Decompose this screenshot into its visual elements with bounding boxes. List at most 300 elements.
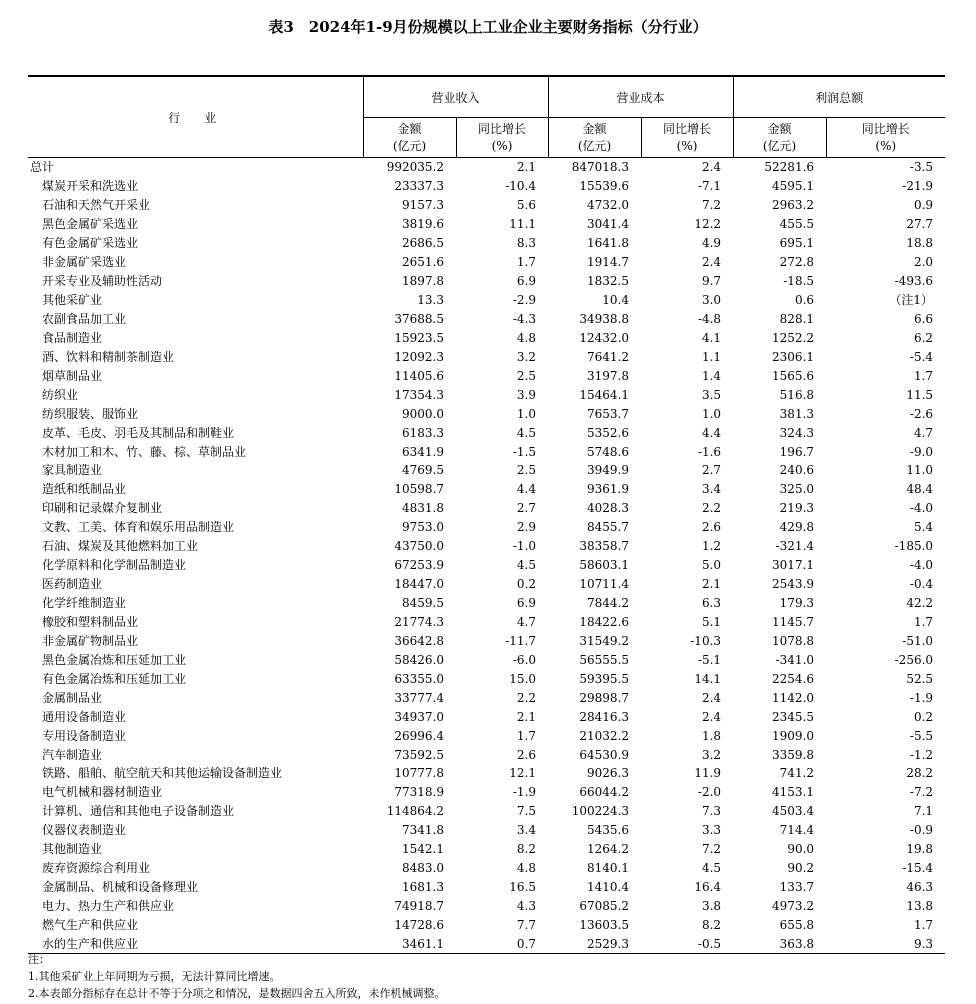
industry-name: 橡胶和塑料制品业 bbox=[42, 614, 139, 629]
revenue-amount-cell: 4769.5 bbox=[402, 463, 444, 478]
profit-amount-cell: 0.6 bbox=[794, 293, 815, 308]
industry-name: 废弃资源综合利用业 bbox=[42, 861, 151, 876]
revenue-amount-cell: 15923.5 bbox=[394, 330, 444, 345]
profit-growth-cell: 6.2 bbox=[913, 330, 934, 345]
cost-growth-cell: 14.1 bbox=[694, 671, 722, 686]
profit-amount-cell: 219.3 bbox=[779, 501, 815, 516]
cost-growth-cell: 2.2 bbox=[701, 501, 722, 516]
revenue-growth-cell: 2.7 bbox=[516, 501, 537, 516]
profit-amount-cell: 1142.0 bbox=[772, 690, 815, 705]
cost-amount-cell: 10711.4 bbox=[579, 577, 630, 592]
table-row bbox=[28, 783, 945, 802]
cost-amount-cell: 59395.5 bbox=[579, 671, 630, 686]
revenue-growth-cell: 2.5 bbox=[516, 368, 537, 383]
profit-growth-cell: 11.0 bbox=[906, 463, 934, 478]
industry-name: 其他制造业 bbox=[42, 842, 103, 857]
profit-amount-cell: 4595.1 bbox=[772, 179, 815, 194]
industry-name: 有色金属冶炼和压延加工业 bbox=[42, 671, 187, 686]
revenue-amount-cell: 4831.8 bbox=[402, 501, 444, 516]
revenue-growth-cell: 0.7 bbox=[456, 934, 548, 953]
industry-name: 食品制造业 bbox=[42, 330, 103, 345]
table-title: 表3 2024年1-9月份规模以上工业企业主要财务指标（分行业） bbox=[268, 18, 708, 36]
cost-amount-cell: 31549.2 bbox=[579, 633, 630, 648]
revenue-amount-cell: 6183.3 bbox=[402, 425, 444, 440]
revenue-amount-cell: 73592.5 bbox=[394, 747, 444, 762]
cost-growth-cell: -0.5 bbox=[641, 934, 733, 953]
profit-growth-cell: 6.6 bbox=[913, 311, 934, 326]
cost-amount-cell: 9361.9 bbox=[587, 482, 630, 497]
profit-growth-cell: 13.8 bbox=[906, 899, 934, 914]
cost-growth-cell: 1.4 bbox=[701, 368, 722, 383]
industry-name: 文教、工美、体育和娱乐用品制造业 bbox=[42, 520, 235, 535]
revenue-amount-cell: 34937.0 bbox=[394, 709, 444, 724]
profit-amount-cell: 363.8 bbox=[733, 934, 826, 953]
profit-growth-cell: 46.3 bbox=[906, 880, 934, 895]
industry-name: 石油和天然气开采业 bbox=[42, 198, 151, 213]
revenue-growth-cell: -1.5 bbox=[512, 444, 537, 459]
profit-amount-header: 金额 (亿元) bbox=[733, 118, 826, 158]
industry-name: 金属制品业 bbox=[42, 690, 103, 705]
revenue-amount-cell: 7341.8 bbox=[402, 823, 444, 838]
table-row bbox=[28, 821, 945, 840]
table-row bbox=[28, 480, 945, 499]
revenue-growth-cell: -1.9 bbox=[512, 785, 537, 800]
revenue-growth-cell: 7.7 bbox=[516, 917, 537, 932]
revenue-amount-cell: 11405.6 bbox=[394, 368, 444, 383]
table-row bbox=[28, 745, 945, 764]
profit-growth-cell: 18.8 bbox=[906, 236, 934, 251]
revenue-growth-cell: -11.7 bbox=[505, 633, 537, 648]
revenue-growth-cell: 3.2 bbox=[516, 349, 537, 364]
profit-growth-cell: 4.7 bbox=[913, 425, 934, 440]
cost-amount-cell: 5435.6 bbox=[587, 823, 630, 838]
revenue-amount-cell: 37688.5 bbox=[394, 311, 444, 326]
profit-growth-cell: -5.4 bbox=[909, 349, 934, 364]
revenue-growth-cell: 16.5 bbox=[509, 880, 537, 895]
industry-name: 石油、煤炭及其他燃料加工业 bbox=[42, 539, 199, 554]
cost-growth-cell: 3.3 bbox=[701, 823, 722, 838]
profit-amount-cell: 133.7 bbox=[779, 880, 815, 895]
table-row bbox=[28, 253, 945, 272]
table-row bbox=[28, 404, 945, 423]
table-row bbox=[28, 575, 945, 594]
cost-growth-cell: 8.2 bbox=[701, 917, 722, 932]
table-row bbox=[28, 613, 945, 632]
revenue-growth-cell: 6.9 bbox=[516, 596, 537, 611]
profit-growth-cell: -1.2 bbox=[909, 747, 934, 762]
table-row bbox=[28, 177, 945, 196]
profit-amount-cell: 90.2 bbox=[787, 861, 815, 876]
revenue-growth-header: 同比增长 (%) bbox=[456, 118, 548, 158]
profit-amount-cell: 429.8 bbox=[779, 520, 815, 535]
cost-amount-cell: 5352.6 bbox=[587, 425, 630, 440]
profit-growth-cell: -51.0 bbox=[902, 633, 934, 648]
profit-growth-cell: -2.6 bbox=[909, 406, 934, 421]
revenue-growth-cell: 1.0 bbox=[516, 406, 537, 421]
cost-amount-cell: 15464.1 bbox=[579, 387, 630, 402]
cost-growth-cell: 6.3 bbox=[701, 596, 722, 611]
profit-growth-cell: 52.5 bbox=[906, 671, 934, 686]
industry-name: 其他采矿业 bbox=[42, 293, 103, 308]
cost-amount-cell: 1410.4 bbox=[587, 880, 630, 895]
revenue-growth-cell: 2.2 bbox=[516, 690, 537, 705]
profit-amount-cell: -18.5 bbox=[783, 274, 815, 289]
profit-amount-cell: 1078.8 bbox=[772, 633, 815, 648]
profit-header: 利润总额 bbox=[733, 76, 945, 118]
cost-amount-cell: 21032.2 bbox=[579, 728, 630, 743]
cost-amount-cell: 4732.0 bbox=[587, 198, 630, 213]
notes-label: 注： bbox=[28, 953, 50, 966]
revenue-amount-cell: 13.3 bbox=[417, 293, 444, 308]
revenue-growth-cell: -1.0 bbox=[512, 539, 537, 554]
industry-name: 纺织服装、服饰业 bbox=[42, 406, 139, 421]
profit-growth-cell: 28.2 bbox=[906, 766, 934, 781]
revenue-growth-cell: 8.3 bbox=[516, 236, 537, 251]
revenue-amount-cell: 6341.9 bbox=[402, 444, 444, 459]
cost-amount-cell: 56555.5 bbox=[579, 652, 630, 667]
revenue-growth-cell: 11.1 bbox=[509, 217, 537, 232]
profit-amount-cell: 4153.1 bbox=[772, 785, 815, 800]
revenue-amount-cell: 12092.3 bbox=[394, 349, 444, 364]
industry-name: 化学原料和化学制品制造业 bbox=[42, 558, 187, 573]
profit-amount-cell: 4503.4 bbox=[772, 804, 815, 819]
cost-growth-cell: 5.0 bbox=[701, 558, 722, 573]
cost-amount-cell: 1641.8 bbox=[587, 236, 630, 251]
revenue-growth-cell: 3.9 bbox=[516, 387, 537, 402]
revenue-amount-cell: 33777.4 bbox=[394, 690, 444, 705]
revenue-amount-cell: 9157.3 bbox=[402, 198, 444, 213]
cost-amount-cell: 28416.3 bbox=[579, 709, 630, 724]
profit-growth-cell: 5.4 bbox=[913, 520, 934, 535]
profit-amount-cell: 196.7 bbox=[779, 444, 815, 459]
cost-growth-cell: 2.4 bbox=[701, 255, 722, 270]
profit-amount-cell: 1252.2 bbox=[772, 330, 815, 345]
cost-growth-cell: 3.8 bbox=[701, 899, 722, 914]
cost-growth-cell: 9.7 bbox=[701, 274, 722, 289]
revenue-amount-cell: 8483.0 bbox=[402, 861, 444, 876]
table-row bbox=[28, 442, 945, 461]
revenue-growth-cell: 4.8 bbox=[516, 330, 537, 345]
cost-amount-cell: 10.4 bbox=[602, 293, 630, 308]
table-row bbox=[28, 328, 945, 347]
revenue-amount-cell: 9000.0 bbox=[402, 406, 444, 421]
revenue-amount-cell: 21774.3 bbox=[394, 614, 444, 629]
revenue-amount-cell: 18447.0 bbox=[394, 577, 444, 592]
profit-growth-cell: -7.2 bbox=[909, 785, 934, 800]
cost-amount-cell: 8455.7 bbox=[587, 520, 630, 535]
industry-name: 仪器仪表制造业 bbox=[42, 823, 127, 838]
industry-name: 印刷和记录媒介复制业 bbox=[42, 501, 163, 516]
industry-name: 汽车制造业 bbox=[42, 747, 103, 762]
profit-growth-cell: （注1） bbox=[889, 293, 934, 308]
profit-amount-cell: 3359.8 bbox=[772, 747, 815, 762]
cost-growth-cell: -4.8 bbox=[697, 311, 722, 326]
cost-amount-cell: 4028.3 bbox=[587, 501, 630, 516]
profit-amount-cell: 240.6 bbox=[779, 463, 815, 478]
industry-name: 计算机、通信和其他电子设备制造业 bbox=[42, 804, 235, 819]
revenue-amount-cell: 1681.3 bbox=[402, 880, 444, 895]
cost-amount-cell: 847018.3 bbox=[571, 160, 630, 175]
cost-amount-cell: 58603.1 bbox=[579, 558, 630, 573]
table-row bbox=[28, 916, 945, 935]
table-row bbox=[28, 385, 945, 404]
industry-name: 家具制造业 bbox=[42, 463, 103, 478]
revenue-growth-cell: 1.7 bbox=[516, 255, 537, 270]
revenue-amount-cell: 10598.7 bbox=[394, 482, 444, 497]
table-row bbox=[28, 631, 945, 650]
profit-growth-cell: 48.4 bbox=[906, 482, 934, 497]
industry-name: 纺织业 bbox=[42, 387, 79, 402]
cost-amount-cell: 15539.6 bbox=[579, 179, 630, 194]
profit-growth-cell: -256.0 bbox=[894, 652, 934, 667]
cost-growth-cell: 12.2 bbox=[694, 217, 722, 232]
profit-growth-cell: 19.8 bbox=[906, 842, 934, 857]
table-row bbox=[28, 196, 945, 215]
profit-growth-cell: -3.5 bbox=[909, 160, 934, 175]
profit-amount-cell: -341.0 bbox=[775, 652, 815, 667]
cost-growth-cell: -7.1 bbox=[697, 179, 722, 194]
cost-growth-cell: 7.2 bbox=[701, 198, 722, 213]
profit-amount-cell: -321.4 bbox=[775, 539, 815, 554]
profit-amount-cell: 655.8 bbox=[779, 917, 815, 932]
cost-amount-cell: 3197.8 bbox=[587, 368, 630, 383]
cost-amount-cell: 1914.7 bbox=[587, 255, 630, 270]
cost-growth-cell: -5.1 bbox=[697, 652, 722, 667]
profit-growth-cell: 2.0 bbox=[913, 255, 934, 270]
cost-growth-cell: 4.5 bbox=[701, 861, 722, 876]
profit-amount-cell: 2963.2 bbox=[772, 198, 815, 213]
cost-growth-cell: 11.9 bbox=[694, 766, 722, 781]
revenue-growth-cell: 2.5 bbox=[516, 463, 537, 478]
revenue-amount-cell: 67253.9 bbox=[394, 558, 444, 573]
profit-growth-header: 同比增长 (%) bbox=[826, 118, 945, 158]
cost-amount-cell: 66044.2 bbox=[579, 785, 630, 800]
cost-growth-cell: -10.3 bbox=[690, 633, 722, 648]
cost-growth-header: 同比增长 (%) bbox=[641, 118, 733, 158]
revenue-amount-header: 金额 (亿元) bbox=[363, 118, 456, 158]
table-row bbox=[28, 272, 945, 291]
cost-growth-cell: 1.8 bbox=[701, 728, 722, 743]
table-row bbox=[28, 158, 945, 177]
revenue-amount-cell: 74918.7 bbox=[394, 899, 444, 914]
revenue-growth-cell: 1.7 bbox=[516, 728, 537, 743]
cost-amount-cell: 3949.9 bbox=[587, 463, 630, 478]
profit-amount-cell: 1565.6 bbox=[772, 368, 815, 383]
revenue-growth-cell: 2.9 bbox=[516, 520, 537, 535]
profit-amount-cell: 2345.5 bbox=[772, 709, 815, 724]
profit-amount-cell: 325.0 bbox=[779, 482, 815, 497]
cost-amount-cell: 13603.5 bbox=[579, 917, 630, 932]
revenue-growth-cell: 2.6 bbox=[516, 747, 537, 762]
table-row bbox=[28, 556, 945, 575]
cost-amount-cell: 7653.7 bbox=[587, 406, 630, 421]
industry-name: 农副食品加工业 bbox=[42, 311, 127, 326]
profit-amount-cell: 714.4 bbox=[779, 823, 815, 838]
table-row bbox=[28, 726, 945, 745]
industry-name: 水的生产和供应业 bbox=[28, 934, 363, 953]
revenue-amount-cell: 23337.3 bbox=[394, 179, 444, 194]
profit-amount-cell: 1909.0 bbox=[772, 728, 815, 743]
industry-name: 木材加工和木、竹、藤、棕、草制品业 bbox=[42, 444, 247, 459]
revenue-amount-cell: 17354.3 bbox=[394, 387, 444, 402]
cost-growth-cell: 2.7 bbox=[701, 463, 722, 478]
cost-growth-cell: 5.1 bbox=[701, 614, 722, 629]
revenue-growth-cell: 4.8 bbox=[516, 861, 537, 876]
cost-amount-cell: 1264.2 bbox=[587, 842, 630, 857]
note-1: 1.其他采矿业上年同期为亏损，无法计算同比增速。 bbox=[28, 970, 281, 983]
table-row bbox=[28, 594, 945, 613]
table-row bbox=[28, 215, 945, 234]
cost-amount-cell: 7641.2 bbox=[587, 349, 630, 364]
cost-amount-header: 金额 (亿元) bbox=[548, 118, 641, 158]
cost-growth-cell: 16.4 bbox=[694, 880, 722, 895]
profit-amount-cell: 52281.6 bbox=[764, 160, 815, 175]
revenue-growth-cell: 4.7 bbox=[516, 614, 537, 629]
revenue-amount-cell: 1542.1 bbox=[402, 842, 444, 857]
industry-name: 煤炭开采和洗选业 bbox=[42, 179, 139, 194]
industry-name: 燃气生产和供应业 bbox=[42, 917, 139, 932]
profit-amount-cell: 828.1 bbox=[779, 311, 815, 326]
revenue-amount-cell: 14728.6 bbox=[394, 917, 444, 932]
revenue-amount-cell: 3461.1 bbox=[363, 934, 456, 953]
industry-name: 皮革、毛皮、羽毛及其制品和制鞋业 bbox=[42, 425, 235, 440]
profit-growth-cell: 7.1 bbox=[913, 804, 934, 819]
revenue-amount-cell: 63355.0 bbox=[394, 671, 444, 686]
revenue-growth-cell: -10.4 bbox=[505, 179, 537, 194]
industry-name: 开采专业及辅助性活动 bbox=[42, 274, 163, 289]
revenue-amount-cell: 58426.0 bbox=[394, 652, 444, 667]
profit-amount-cell: 695.1 bbox=[779, 236, 815, 251]
profit-growth-cell: 42.2 bbox=[906, 596, 934, 611]
revenue-growth-cell: 12.1 bbox=[509, 766, 537, 781]
revenue-amount-cell: 114864.2 bbox=[386, 804, 444, 819]
cost-amount-cell: 29898.7 bbox=[579, 690, 630, 705]
industry-name: 酒、饮料和精制茶制造业 bbox=[42, 349, 175, 364]
revenue-header: 营业收入 bbox=[363, 76, 548, 118]
revenue-growth-cell: 5.6 bbox=[516, 198, 537, 213]
profit-amount-cell: 516.8 bbox=[779, 387, 815, 402]
cost-growth-cell: 1.1 bbox=[701, 349, 722, 364]
cost-amount-cell: 38358.7 bbox=[579, 539, 630, 554]
profit-growth-cell: -1.9 bbox=[909, 690, 934, 705]
cost-growth-cell: 1.0 bbox=[701, 406, 722, 421]
revenue-amount-cell: 26996.4 bbox=[394, 728, 444, 743]
profit-growth-cell: -15.4 bbox=[902, 861, 934, 876]
cost-growth-cell: 4.1 bbox=[701, 330, 722, 345]
revenue-amount-cell: 3819.6 bbox=[402, 217, 444, 232]
revenue-growth-cell: 2.1 bbox=[516, 160, 537, 175]
profit-growth-cell: -9.0 bbox=[909, 444, 934, 459]
table-row bbox=[28, 897, 945, 916]
cost-growth-cell: 3.2 bbox=[701, 747, 722, 762]
table-row bbox=[28, 669, 945, 688]
profit-amount-cell: 2306.1 bbox=[772, 349, 815, 364]
profit-growth-cell: -5.5 bbox=[909, 728, 934, 743]
cost-amount-cell: 100224.3 bbox=[571, 804, 630, 819]
industry-name: 总计 bbox=[30, 160, 55, 175]
revenue-growth-cell: 4.5 bbox=[516, 558, 537, 573]
cost-growth-cell: 7.3 bbox=[701, 804, 722, 819]
cost-amount-cell: 9026.3 bbox=[587, 766, 630, 781]
revenue-amount-cell: 77318.9 bbox=[394, 785, 444, 800]
cost-growth-cell: 2.1 bbox=[701, 577, 722, 592]
revenue-amount-cell: 2651.6 bbox=[402, 255, 444, 270]
profit-amount-cell: 179.3 bbox=[779, 596, 815, 611]
industry-name: 黑色金属冶炼和压延加工业 bbox=[42, 652, 187, 667]
table-row bbox=[28, 802, 945, 821]
revenue-amount-cell: 1897.8 bbox=[402, 274, 444, 289]
profit-growth-cell: 1.7 bbox=[913, 917, 934, 932]
cost-amount-cell: 3041.4 bbox=[587, 217, 630, 232]
table-row bbox=[28, 878, 945, 897]
revenue-amount-cell: 43750.0 bbox=[394, 539, 444, 554]
table-row bbox=[28, 234, 945, 253]
revenue-amount-cell: 36642.8 bbox=[394, 633, 444, 648]
table-row bbox=[28, 650, 945, 669]
profit-growth-cell: 0.2 bbox=[913, 709, 934, 724]
profit-amount-cell: 324.3 bbox=[779, 425, 815, 440]
profit-growth-cell: -4.0 bbox=[909, 558, 934, 573]
table-row bbox=[28, 347, 945, 366]
revenue-growth-cell: 3.4 bbox=[516, 823, 537, 838]
revenue-growth-cell: 6.9 bbox=[516, 274, 537, 289]
industry-header: 行 业 bbox=[28, 76, 363, 158]
industry-name: 电力、热力生产和供应业 bbox=[42, 899, 175, 914]
profit-growth-cell: 1.7 bbox=[913, 368, 934, 383]
revenue-growth-cell: -6.0 bbox=[512, 652, 537, 667]
cost-growth-cell: 3.4 bbox=[701, 482, 722, 497]
cost-amount-cell: 67085.2 bbox=[579, 899, 630, 914]
cost-growth-cell: 2.6 bbox=[701, 520, 722, 535]
profit-growth-cell: 11.5 bbox=[906, 387, 934, 402]
profit-growth-cell: -0.9 bbox=[909, 823, 934, 838]
table-row bbox=[28, 688, 945, 707]
profit-amount-cell: 90.0 bbox=[787, 842, 815, 857]
table-row bbox=[28, 840, 945, 859]
industry-name: 医药制造业 bbox=[42, 577, 103, 592]
profit-amount-cell: 741.2 bbox=[779, 766, 815, 781]
revenue-growth-cell: 4.3 bbox=[516, 899, 537, 914]
cost-growth-cell: 3.5 bbox=[701, 387, 722, 402]
cost-growth-cell: -1.6 bbox=[697, 444, 722, 459]
profit-amount-cell: 381.3 bbox=[779, 406, 815, 421]
industry-name: 金属制品、机械和设备修理业 bbox=[42, 880, 199, 895]
industry-name: 烟草制品业 bbox=[42, 368, 103, 383]
revenue-growth-cell: 8.2 bbox=[516, 842, 537, 857]
note-2: 2.本表部分指标存在总计不等于分项之和情况，是数据四舍五入所致，未作机械调整。 bbox=[28, 987, 446, 1000]
profit-growth-cell: 1.7 bbox=[913, 614, 934, 629]
profit-growth-cell: 27.7 bbox=[906, 217, 934, 232]
cost-header: 营业成本 bbox=[548, 76, 733, 118]
revenue-growth-cell: -4.3 bbox=[512, 311, 537, 326]
profit-growth-cell: 9.3 bbox=[826, 934, 945, 953]
revenue-amount-cell: 9753.0 bbox=[402, 520, 444, 535]
cost-amount-cell: 2529.3 bbox=[548, 934, 641, 953]
industry-name: 铁路、船舶、航空航天和其他运输设备制造业 bbox=[42, 766, 283, 781]
revenue-amount-cell: 10777.8 bbox=[394, 766, 444, 781]
profit-growth-cell: -0.4 bbox=[909, 577, 934, 592]
industry-name: 电气机械和器材制造业 bbox=[42, 785, 163, 800]
cost-amount-cell: 8140.1 bbox=[587, 861, 630, 876]
table-row bbox=[28, 707, 945, 726]
profit-growth-cell: -4.0 bbox=[909, 501, 934, 516]
revenue-growth-cell: -2.9 bbox=[512, 293, 537, 308]
revenue-amount-cell: 992035.2 bbox=[386, 160, 444, 175]
cost-amount-cell: 12432.0 bbox=[579, 330, 630, 345]
revenue-growth-cell: 0.2 bbox=[516, 577, 537, 592]
cost-growth-cell: -2.0 bbox=[697, 785, 722, 800]
table-row bbox=[28, 764, 945, 783]
